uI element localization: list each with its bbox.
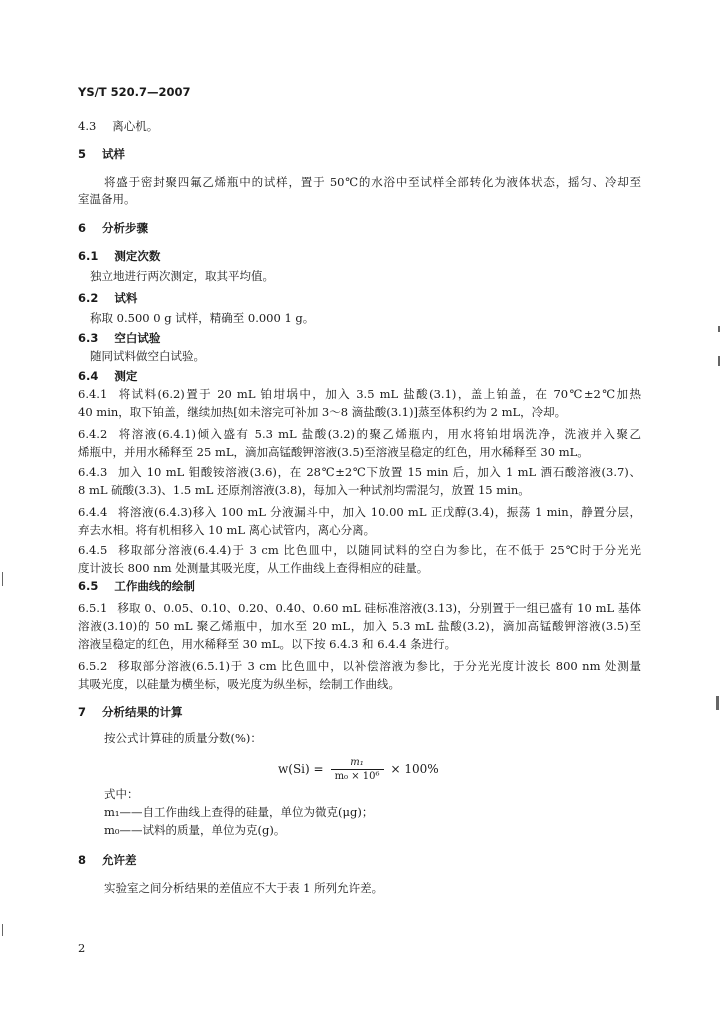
heading-number: 6.4 xyxy=(78,369,99,383)
heading-title: 测定 xyxy=(114,369,138,383)
formula-si-mass-fraction xyxy=(278,752,439,786)
clause-number: 6.4.1 xyxy=(78,387,108,401)
scan-edge-mark xyxy=(2,572,3,586)
formula-numerator: m₁ xyxy=(350,756,364,768)
clause-6-4-3 xyxy=(78,464,641,481)
heading-6 xyxy=(78,220,641,237)
section-4-3 xyxy=(78,118,641,135)
clause-text: 移取部分溶液(6.5.1)于 3 cm 比色皿中，以补偿溶液为参比，于分光光度计波长 800 nm 处测量 xyxy=(117,659,641,673)
heading-6-5 xyxy=(78,578,641,595)
heading-number: 8 xyxy=(78,853,87,867)
heading-title: 分析步骤 xyxy=(102,221,149,235)
formula-rhs: × 100% xyxy=(390,762,439,776)
heading-number: 6.3 xyxy=(78,331,99,345)
page-number: 2 xyxy=(78,941,86,955)
where-label: 式中： xyxy=(104,787,139,801)
formula-fraction xyxy=(331,756,384,783)
heading-6-4 xyxy=(78,368,641,385)
heading-title: 空白试验 xyxy=(114,331,161,345)
paragraph-line: 随同试料做空白试验。 xyxy=(90,349,205,363)
standard-code: YS/T 520.7—2007 xyxy=(78,85,191,99)
clause-text: 加入 10 mL 钼酸铵溶液(3.6)，在 28℃±2℃下放置 15 min 后，加入 1 mL 酒石酸溶液(3.7)、 xyxy=(117,465,641,479)
clause-6-4-5 xyxy=(78,542,641,559)
heading-number: 6.5 xyxy=(78,579,99,593)
section-text: 离心机。 xyxy=(112,119,159,133)
heading-title: 试样 xyxy=(102,147,126,161)
clause-number: 6.4.3 xyxy=(78,465,108,479)
paragraph-line: 溶液呈稳定的红色，用水稀释至 30 mL。以下按 6.4.3 和 6.4.4 条进行。 xyxy=(78,637,457,651)
heading-number: 5 xyxy=(78,147,87,161)
scan-edge-mark xyxy=(716,696,719,710)
heading-6-1 xyxy=(78,248,641,265)
paragraph-line: 40 min，取下铂盖，继续加热[如未溶完可补加 3～8 滴盐酸(3.1)]蒸至体积约为 2 mL，冷却。 xyxy=(78,405,567,419)
clause-text: 将溶液(6.4.1)倾入盛有 5.3 mL 盐酸(3.2)的聚乙烯瓶内，用水将铂坩埚洗净，洗液并入聚乙 xyxy=(117,427,641,441)
formula-denominator: m₀ × 10⁶ xyxy=(334,770,380,782)
clause-6-4-4 xyxy=(78,504,641,521)
clause-6-4-2 xyxy=(78,426,641,443)
heading-5 xyxy=(78,146,641,163)
scan-edge-mark xyxy=(718,326,720,332)
heading-title: 允许差 xyxy=(102,853,137,867)
paragraph-line: 烯瓶中，并用水稀释至 25 mL，滴加高锰酸钾溶液(3.5)至溶液呈稳定的红色，用水稀释至 30 mL。 xyxy=(78,445,589,459)
clause-number: 6.5.1 xyxy=(78,601,108,615)
heading-number: 7 xyxy=(78,705,87,719)
section-number: 4.3 xyxy=(78,119,97,133)
heading-title: 分析结果的计算 xyxy=(102,705,183,719)
heading-7 xyxy=(78,704,641,721)
clause-6-4-1 xyxy=(78,386,641,403)
paragraph-line: 按公式计算硅的质量分数(%)： xyxy=(104,731,262,745)
heading-8 xyxy=(78,852,641,869)
variable-definition-m1: m₁——自工作曲线上查得的硅量，单位为微克(μg)； xyxy=(104,805,374,819)
formula-lhs: w(Si) = xyxy=(278,762,324,776)
paragraph-line: 称取 0.500 0 g 试样，精确至 0.000 1 g。 xyxy=(90,311,315,325)
paragraph-line: 室温备用。 xyxy=(78,192,136,206)
heading-number: 6.2 xyxy=(78,291,99,305)
heading-title: 工作曲线的绘制 xyxy=(114,579,195,593)
scan-edge-mark xyxy=(2,924,3,936)
paragraph-line: 将盛于密封聚四氟乙烯瓶中的试样，置于 50℃的水浴中至试样全部转化为液体状态，摇匀、冷却至 xyxy=(104,175,641,189)
clause-6-5-1 xyxy=(78,600,641,617)
clause-number: 6.4.5 xyxy=(78,543,108,557)
paragraph-line: 8 mL 硫酸(3.3)、1.5 mL 还原剂溶液(3.8)，每加入一种试剂均需混匀，放置 15 min。 xyxy=(78,483,530,497)
clause-number: 6.4.2 xyxy=(78,427,108,441)
clause-6-5-2 xyxy=(78,658,641,675)
heading-6-3 xyxy=(78,330,641,347)
paragraph-line: 溶液(3.10)的 50 mL 聚乙烯瓶中，加水至 20 mL，加入 5.3 mL 盐酸(3.2)，滴加高锰酸钾溶液(3.5)至 xyxy=(78,619,641,633)
clause-number: 6.5.2 xyxy=(78,659,108,673)
clause-text: 移取 0、0.05、0.10、0.20、0.40、0.60 mL 硅标准溶液(3.13)，分别置于一组已盛有 10 mL 基体 xyxy=(117,601,641,615)
heading-title: 测定次数 xyxy=(114,249,161,263)
paragraph-line: 实验室之间分析结果的差值应不大于表 1 所列允许差。 xyxy=(104,881,384,895)
clause-text: 移取部分溶液(6.4.4)于 3 cm 比色皿中，以随同试料的空白为参比，在不低于 25℃时于分光光 xyxy=(117,543,641,557)
scan-edge-mark xyxy=(718,356,720,366)
clause-text: 将试料(6.2)置于 20 mL 铂坩埚中，加入 3.5 mL 盐酸(3.1)，盖上铂盖，在 70℃±2℃加热 xyxy=(117,387,641,401)
clause-text: 将溶液(6.4.3)移入 100 mL 分液漏斗中，加入 10.00 mL 正戊醇(3.4)，振荡 1 min，静置分层， xyxy=(117,505,641,519)
heading-title: 试料 xyxy=(114,291,138,305)
heading-number: 6 xyxy=(78,221,87,235)
paragraph-line: 度计波长 800 nm 处测量其吸光度，从工作曲线上查得相应的硅量。 xyxy=(78,561,429,575)
paragraph-line: 其吸光度，以硅量为横坐标，吸光度为纵坐标，绘制工作曲线。 xyxy=(78,677,400,691)
heading-number: 6.1 xyxy=(78,249,99,263)
paragraph-line: 弃去水相。将有机相移入 10 mL 离心试管内，离心分离。 xyxy=(78,523,376,537)
paragraph-line: 独立地进行两次测定，取其平均值。 xyxy=(90,269,274,283)
variable-definition-m0: m₀——试料的质量，单位为克(g)。 xyxy=(104,823,286,837)
clause-number: 6.4.4 xyxy=(78,505,108,519)
heading-6-2 xyxy=(78,290,641,307)
